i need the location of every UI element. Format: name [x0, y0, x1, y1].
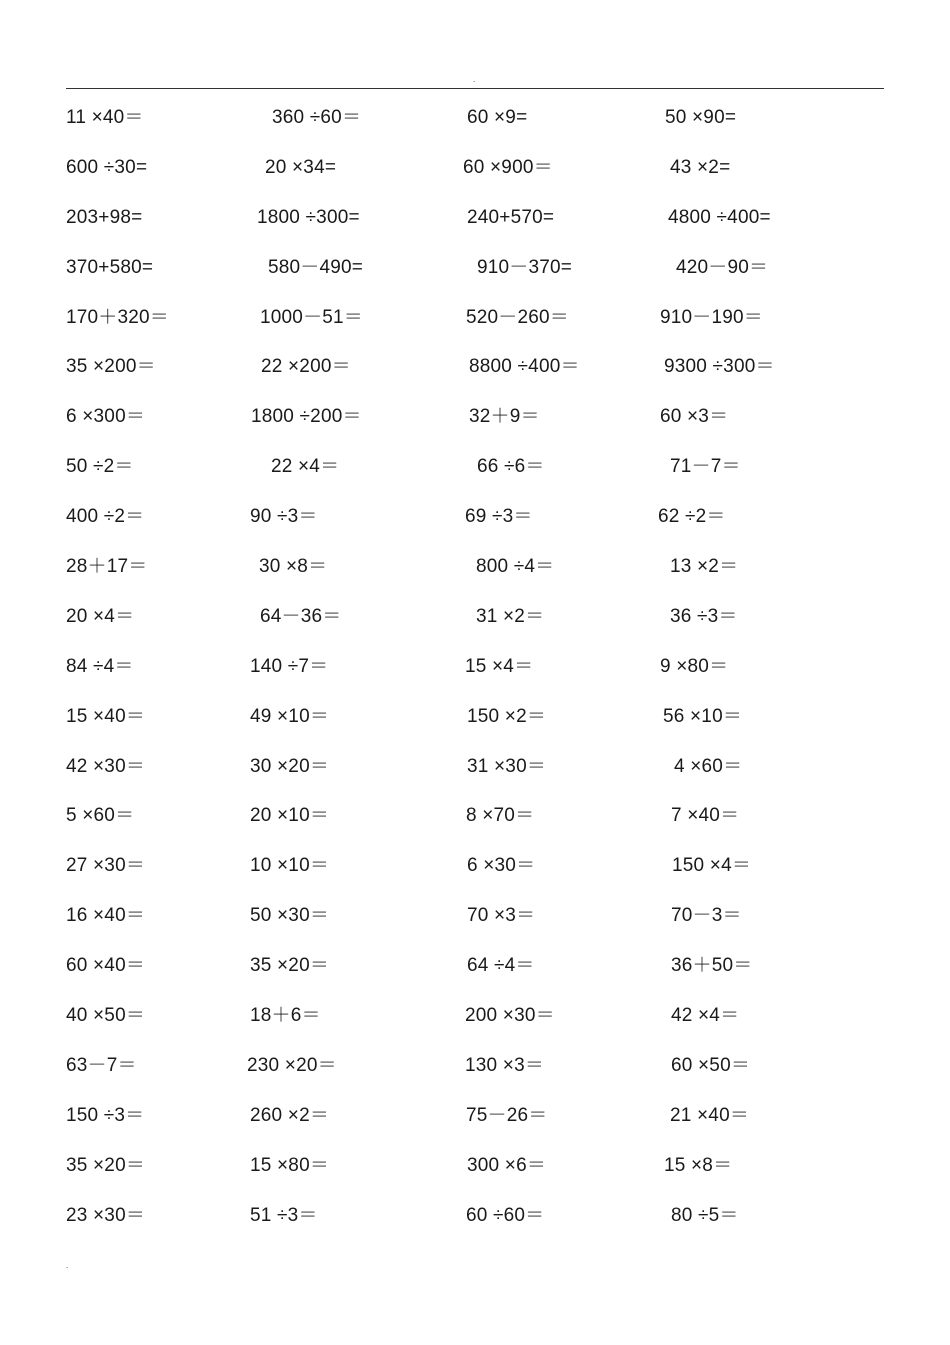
arithmetic-problem: 50 ÷2＝: [66, 456, 134, 478]
arithmetic-problem: 230 ×20＝: [247, 1054, 337, 1076]
problem-row: [0, 344, 950, 394]
arithmetic-problem: 50 ×30＝: [250, 905, 330, 927]
arithmetic-problem: 50 ×90=: [665, 107, 737, 128]
arithmetic-problem: 36＋50＝: [671, 955, 753, 977]
arithmetic-problem: 32＋9＝: [469, 406, 540, 428]
arithmetic-problem: 300 ×6＝: [467, 1154, 547, 1176]
arithmetic-problem: 23 ×30＝: [66, 1204, 146, 1226]
arithmetic-problem: 4800 ÷400=: [668, 206, 771, 228]
arithmetic-problem: 35 ×200＝: [66, 356, 156, 378]
arithmetic-problem: 20 ×34=: [265, 156, 337, 178]
arithmetic-problem: 64－36＝: [260, 605, 342, 627]
arithmetic-problem: 70－3＝: [671, 905, 742, 927]
arithmetic-problem: 22 ×4＝: [271, 456, 340, 478]
problem-row: [0, 1093, 950, 1143]
problem-row: [0, 1193, 950, 1243]
arithmetic-problem: 60 ×40＝: [66, 955, 146, 977]
arithmetic-problem: 60 ÷60＝: [466, 1204, 545, 1226]
arithmetic-problem: 20 ×10＝: [250, 805, 330, 827]
arithmetic-problem: 910－370=: [477, 256, 573, 278]
arithmetic-problem: 800 ÷4＝: [476, 556, 555, 578]
arithmetic-problem: 80 ÷5＝: [671, 1204, 739, 1226]
arithmetic-problem: 28＋17＝: [66, 556, 148, 578]
problem-row: [0, 295, 950, 345]
header-mark: .: [473, 75, 476, 84]
arithmetic-problem: 8 ×70＝: [466, 805, 535, 827]
arithmetic-problem: 90 ÷3＝: [250, 506, 318, 528]
arithmetic-problem: 520－260＝: [466, 306, 570, 328]
problem-row: [0, 843, 950, 893]
problem-row: [0, 544, 950, 594]
problem-row: [0, 1143, 950, 1193]
problem-row: [0, 1043, 950, 1093]
arithmetic-problem: 69 ÷3＝: [465, 506, 533, 528]
arithmetic-problem: 15 ×80＝: [250, 1154, 330, 1176]
arithmetic-problem: 75－26＝: [466, 1104, 548, 1126]
arithmetic-problem: 15 ×40＝: [66, 705, 146, 727]
arithmetic-problem: 60 ×3＝: [660, 406, 729, 428]
arithmetic-problem: 64 ÷4＝: [467, 955, 535, 977]
arithmetic-problem: 51 ÷3＝: [250, 1204, 318, 1226]
problem-row: [0, 245, 950, 295]
arithmetic-problem: 203+98=: [66, 206, 143, 228]
arithmetic-problem: 63－7＝: [66, 1054, 137, 1076]
problem-row: [0, 394, 950, 444]
arithmetic-problem: 60 ×50＝: [671, 1054, 751, 1076]
arithmetic-problem: 170＋320＝: [66, 306, 170, 328]
arithmetic-problem: 66 ÷6＝: [477, 456, 545, 478]
problem-row: [0, 744, 950, 794]
arithmetic-problem: 31 ×30＝: [467, 755, 547, 777]
arithmetic-worksheet: [0, 95, 950, 1242]
arithmetic-problem: 35 ×20＝: [250, 955, 330, 977]
problem-row: [0, 993, 950, 1043]
arithmetic-problem: 240+570=: [467, 206, 555, 228]
arithmetic-problem: 150 ÷3＝: [66, 1104, 145, 1126]
arithmetic-problem: 5 ×60＝: [66, 805, 135, 827]
arithmetic-problem: 35 ×20＝: [66, 1154, 146, 1176]
arithmetic-problem: 15 ×8＝: [664, 1154, 733, 1176]
arithmetic-problem: 56 ×10＝: [663, 705, 743, 727]
arithmetic-problem: 49 ×10＝: [250, 705, 330, 727]
arithmetic-problem: 9300 ÷300＝: [664, 356, 775, 378]
arithmetic-problem: 16 ×40＝: [66, 905, 146, 927]
arithmetic-problem: 200 ×30＝: [465, 1005, 555, 1027]
arithmetic-problem: 1000－51＝: [260, 306, 364, 328]
arithmetic-problem: 42 ×4＝: [671, 1005, 740, 1027]
arithmetic-problem: 27 ×30＝: [66, 855, 146, 877]
arithmetic-problem: 150 ×2＝: [467, 705, 547, 727]
problem-row: [0, 644, 950, 694]
arithmetic-problem: 10 ×10＝: [250, 855, 330, 877]
arithmetic-problem: 71－7＝: [670, 456, 741, 478]
arithmetic-problem: 360 ÷60＝: [272, 107, 362, 128]
arithmetic-problem: 4 ×60＝: [674, 755, 743, 777]
arithmetic-problem: 130 ×3＝: [465, 1054, 545, 1076]
arithmetic-problem: 84 ÷4＝: [66, 655, 134, 677]
arithmetic-problem: 42 ×30＝: [66, 755, 146, 777]
arithmetic-problem: 7 ×40＝: [671, 805, 740, 827]
arithmetic-problem: 6 ×30＝: [467, 855, 536, 877]
arithmetic-problem: 30 ×20＝: [250, 755, 330, 777]
arithmetic-problem: 260 ×2＝: [250, 1104, 330, 1126]
problem-row: [0, 444, 950, 494]
problem-row: [0, 95, 950, 145]
arithmetic-problem: 20 ×4＝: [66, 605, 135, 627]
problem-row: [0, 195, 950, 245]
arithmetic-problem: 70 ×3＝: [467, 905, 536, 927]
arithmetic-problem: 1800 ÷200＝: [251, 406, 362, 428]
arithmetic-problem: 580－490=: [268, 256, 364, 278]
problem-row: [0, 893, 950, 943]
arithmetic-problem: 400 ÷2＝: [66, 506, 145, 528]
arithmetic-problem: 370+580=: [66, 256, 154, 278]
arithmetic-problem: 8800 ÷400＝: [469, 356, 580, 378]
arithmetic-problem: 600 ÷30=: [66, 156, 148, 178]
arithmetic-problem: 40 ×50＝: [66, 1005, 146, 1027]
arithmetic-problem: 31 ×2＝: [476, 605, 545, 627]
arithmetic-problem: 9 ×80＝: [660, 655, 729, 677]
problem-row: [0, 943, 950, 993]
arithmetic-problem: 910－190＝: [660, 306, 764, 328]
arithmetic-problem: 62 ÷2＝: [658, 506, 726, 528]
header-rule: [66, 88, 884, 89]
problem-row: [0, 145, 950, 195]
arithmetic-problem: 21 ×40＝: [670, 1104, 750, 1126]
arithmetic-problem: 43 ×2=: [670, 156, 731, 178]
footer-mark: .: [66, 1261, 69, 1270]
arithmetic-problem: 60 ×9=: [467, 107, 528, 128]
arithmetic-problem: 30 ×8＝: [259, 556, 328, 578]
arithmetic-problem: 150 ×4＝: [672, 855, 752, 877]
arithmetic-problem: 420－90＝: [676, 256, 769, 278]
problem-row: [0, 793, 950, 843]
arithmetic-problem: 140 ÷7＝: [250, 655, 329, 677]
arithmetic-problem: 15 ×4＝: [465, 655, 534, 677]
arithmetic-problem: 13 ×2＝: [670, 556, 739, 578]
arithmetic-problem: 11 ×40＝: [66, 107, 144, 128]
arithmetic-problem: 18＋6＝: [250, 1005, 321, 1027]
problem-row: [0, 494, 950, 544]
arithmetic-problem: 36 ÷3＝: [670, 605, 738, 627]
arithmetic-problem: 22 ×200＝: [261, 356, 351, 378]
arithmetic-problem: 60 ×900＝: [463, 156, 553, 178]
arithmetic-problem: 6 ×300＝: [66, 406, 146, 428]
problem-row: [0, 594, 950, 644]
arithmetic-problem: 1800 ÷300=: [257, 206, 360, 228]
problem-row: [0, 694, 950, 744]
